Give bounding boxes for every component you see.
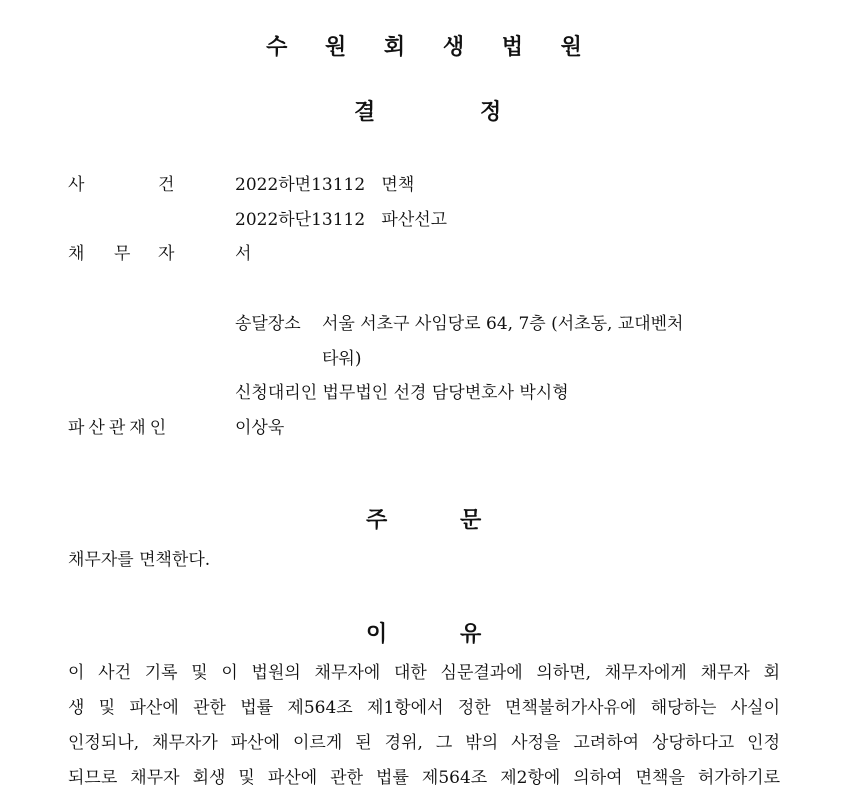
- trustee-name: 이상욱: [235, 418, 285, 438]
- case-label-left: 사: [68, 175, 85, 195]
- order-heading-left: 주: [366, 508, 388, 533]
- reason-heading-left: 이: [366, 622, 388, 647]
- order-heading-right: 문: [460, 508, 482, 533]
- case-label-right: 건: [158, 175, 175, 195]
- applicant-agent: 신청대리인 법무법인 선경 담당변호사 박시형: [235, 383, 569, 403]
- debtor-label-1: 채: [68, 244, 85, 264]
- debtor-label-3: 자: [158, 244, 175, 264]
- trustee-label: 파산관재인: [68, 418, 171, 438]
- service-address-label: 송달장소: [235, 314, 301, 334]
- reason-heading-right: 유: [460, 622, 482, 647]
- service-address-line2: 타워): [322, 349, 362, 369]
- debtor-name: 서: [235, 244, 252, 264]
- reason-line: 되므로 채무자 회생 및 파산에 관한 법률 제564조 제2항에 의하여 면책을 허가하기로: [68, 768, 780, 788]
- reason-line: 생 및 파산에 관한 법률 제564조 제1항에서 정한 면책불허가사유에 해당하는 사실이: [68, 698, 780, 718]
- case-number-2: 2022하단13112 파산선고: [235, 210, 448, 230]
- court-name: 수 원 회 생 법 원: [266, 35, 597, 60]
- service-address-line1: 서울 서초구 사임당로 64, 7층 (서초동, 교대벤처: [322, 314, 684, 334]
- doc-type-left: 결: [354, 100, 376, 125]
- reason-line: 이 사건 기록 및 이 법원의 채무자에 대한 심문결과에 의하면, 채무자에게 채무자 회: [68, 663, 780, 683]
- case-number-1: 2022하면13112 면책: [235, 175, 415, 195]
- order-text: 채무자를 면책한다.: [68, 550, 211, 570]
- reason-line: 인정되나, 채무자가 파산에 이르게 된 경위, 그 밖의 사정을 고려하여 상당하다고 인정: [68, 733, 780, 753]
- doc-type-right: 정: [480, 100, 502, 125]
- reason-paragraph: [68, 656, 780, 796]
- debtor-label-2: 무: [114, 244, 131, 264]
